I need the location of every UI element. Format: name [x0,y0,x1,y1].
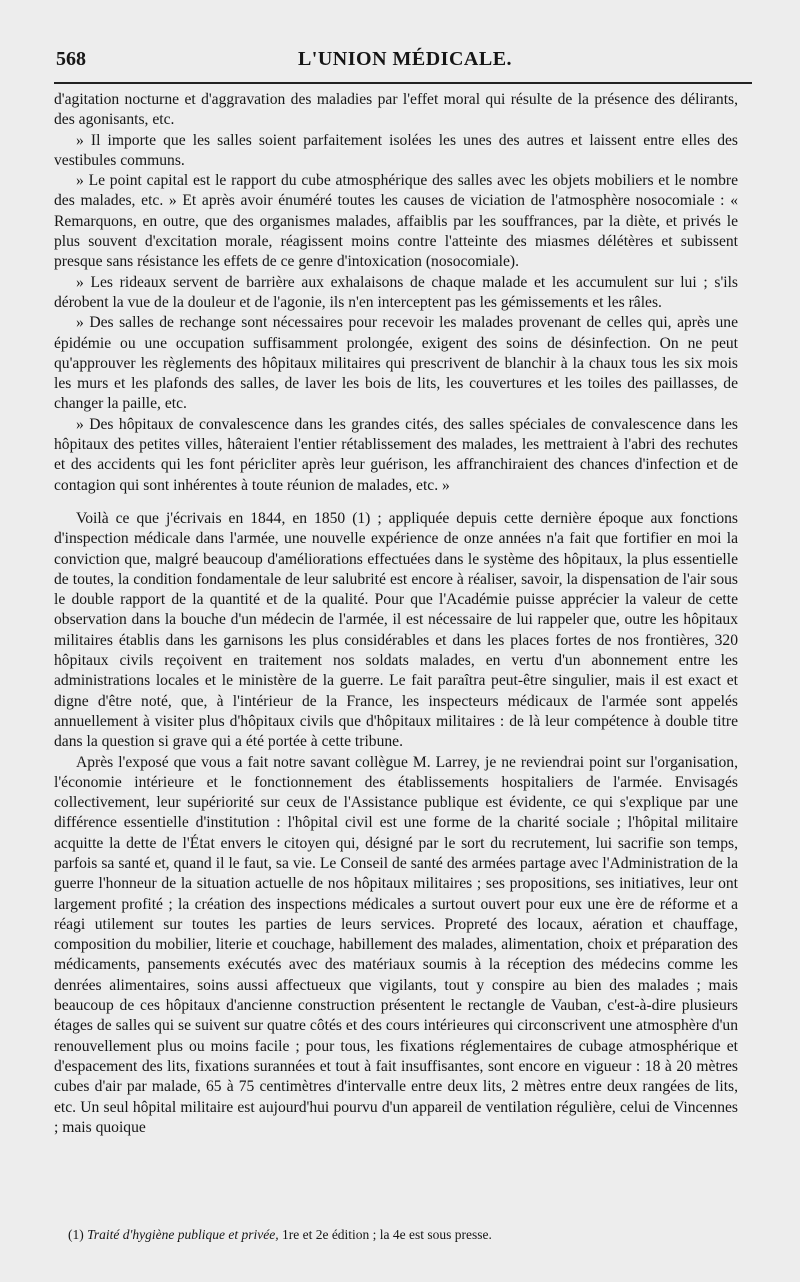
header-rule [54,82,752,84]
paragraph: Voilà ce que j'écrivais en 1844, en 1850 (1) ; appliquée depuis cette dernière époque aux fonctions d'inspection médicale dans l'armée, une nouvelle expérience de onze années n'a fait que fortifier en moi la conviction que, malgré beaucoup d'améliorations effectuées dans le système des hôpitaux, la plus essentielle de toutes, la condition fondamentale de leur salubrité est encore à réaliser, savoir, la dispensation de l'air sous le double rapport de la quantité et de la qualité. Pour que l'Académie puisse apprécier la valeur de cette observation dans la bouche d'un médecin de l'armée, il est nécessaire de lui rappeler que, outre les hôpitaux militaires établis dans les garnisons les plus considérables et dans les places fortes de nos frontières, 320 hôpitaux civils reçoivent en traitement nos soldats malades, en vertu d'un abonnement entre les administrations locales et le ministère de la guerre. Le fait paraîtra peut-être singulier, mais il est exact et digne d'être noté, que, à l'intérieur de la France, les inspecteurs médicaux de l'armée sont appelés annuellement à visiter plus d'hôpitaux civils que d'hôpitaux militaires : de là leur compétence à double titre dans la question si grave qui a été portée à cette tribune. [54,509,738,751]
body-text [54,90,738,1138]
paragraph: » Le point capital est le rapport du cube atmosphérique des salles avec les objets mobiliers et le nombre des malades, etc. » Et après avoir énuméré toutes les causes de viciation de l'atmosphère nosocomiale : « Remarquons, en outre, que des organismes malades, affaiblis par les souffrances, par la diète, et privés le plus souvent d'excitation morale, réagissent moins contre l'atteinte des miasmes délétères et subissent presque sans résistance les effets de ce genre d'intoxication (nosocomiale). [54,172,738,271]
page-number: 568 [56,48,86,70]
paragraph: » Des hôpitaux de convalescence dans les grandes cités, des salles spéciales de convalescence dans les hôpitaux des petites villes, hâteraient l'entier rétablissement des malades, les mettraient à l'abri des rechutes et des accidents qui les font péricliter après leur guérison, les affranchiraient des chances d'infection et de contagion qui sont inhérentes à toute réunion de malades, etc. » [54,415,738,494]
footnote [68,1226,728,1244]
footnote-text: 1re et 2e édition ; la 4e est sous presse. [281,1227,492,1242]
paragraph: » Les rideaux servent de barrière aux exhalaisons de chaque malade et les accumulent sur lui ; s'ils dérobent la vue de la douleur et de l'agonie, ils n'en interceptent pas les gémissements et les râles. [54,273,738,311]
paragraph: d'agitation nocturne et d'aggravation des maladies par l'effet moral qui résulte de la présence des délirants, des agonisants, etc. [54,91,738,129]
paragraph: » Il importe que les salles soient parfaitement isolées les unes des autres et laissent entre elles des vestibules communs. [54,131,738,169]
paragraph: Après l'exposé que vous a fait notre savant collègue M. Larrey, je ne reviendrai point sur l'organisation, l'économie intérieure et le fonctionnement des établissements hospitaliers de l'armée. Envisagés collectivement, leur supériorité sur ceux de l'Assistance publique est évidente, ce qui s'explique par une différence essentielle d'institution : l'hôpital civil est une forme de la charité sociale ; l'hôpital militaire acquitte la dette de l'État envers le citoyen qui, désigné par le sort du recrutement, lui sacrifie son temps, parfois sa santé et, quand il le faut, sa vie. Le Conseil de santé des armées partage avec l'Administration de la guerre l'honneur de la situation actuelle de nos hôpitaux militaires ; ses propositions, ses initiatives, leur ont largement profité ; la création des inspections médicales a surtout ouvert pour eux une ère de réforme et a réagi utilement sur toutes les parties de leurs services. Propreté des locaux, aération et chauffage, composition du mobilier, literie et couchage, habillement des malades, alimentation, choix et préparation des médicaments, pansements exécutés avec des matériaux soumis à la réception des médecins comme les denrées alimentaires, soins aussi affectueux que vigilants, tout y conspire au bien des malades ; mais beaucoup de ces hôpitaux d'ancienne construction présentent le rectangle de Vauban, c'est-à-dire plusieurs étages de salles qui se suivent sur quatre côtés et des cours intérieures qui circonscrivent une atmosphère d'un renouvellement plus ou moins facile ; pour tous, les fixations réglementaires de cubage atmosphérique et d'espacement des lits, fixations surannées et tout à fait insuffisantes, sont encore en vigueur : 18 à 20 mètres cubes d'air par malade, 65 à 75 centimètres d'intervalle entre deux lits, 2 mètres entre deux rangées de lits, etc. Un seul hôpital militaire est aujourd'hui pourvu d'un appareil de ventilation régulière, celui de Vincennes ; mais quoique [54,753,738,1136]
running-title: L'UNION MÉDICALE. [297,48,513,70]
page-header [56,48,754,78]
paragraph: » Des salles de rechange sont nécessaires pour recevoir les malades provenant de celles qui, après une épidémie ou une occupation suffisamment prolongée, exigent des soins de désinfection. On ne peut qu'approuver les règlements des hôpitaux militaires qui prescrivent de blanchir à la chaux tous les six mois les murs et les plafonds des salles, de laver les bois de lits, les couvertures et les toiles des paillasses, de changer la paille, etc. [54,314,738,413]
footnote-title: Traité d'hygiène publique et privée, [87,1227,279,1242]
footnote-marker: (1) [68,1227,84,1242]
